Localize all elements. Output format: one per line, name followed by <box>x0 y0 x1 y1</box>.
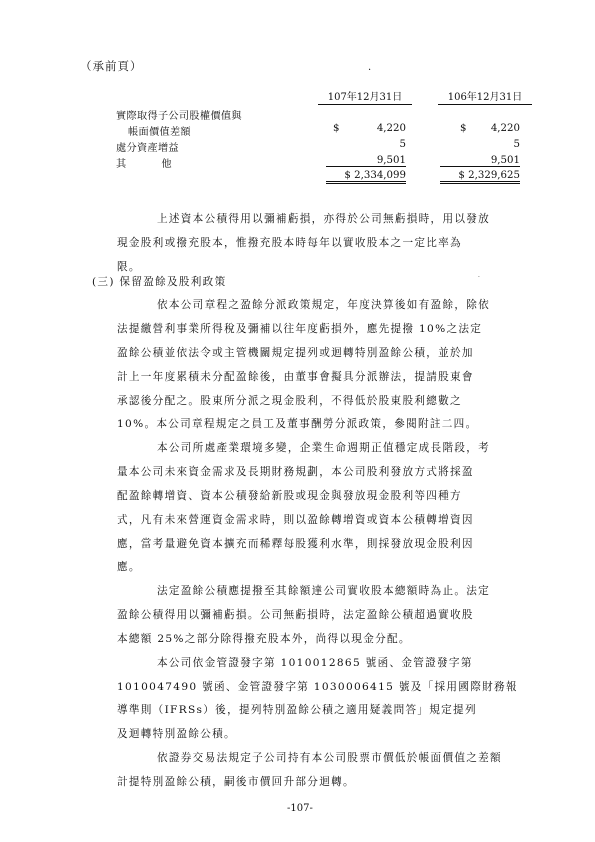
column-header-2017: 106年12月31日 <box>438 88 532 105</box>
p3-line2: 量本公司未來資金需求及長期財務規劃，本公司股利發放方式將採盈 <box>117 466 474 478</box>
currency-col1: $ <box>333 123 340 134</box>
p2-line1: 依本公司章程之盈餘分派政策規定，年度決算後如有盈餘，除依 <box>157 299 491 311</box>
value-other-2017: 9,501 <box>440 155 520 167</box>
p2-line4: 計上一年度累積未分配盈餘後，由董事會擬具分派辦法，提請股東會 <box>117 371 474 383</box>
value-disposal-gain-2018: 5 <box>399 139 406 150</box>
p4-line2: 盈餘公積得用以彌補虧損。公司無虧損時，法定盈餘公積超過實收股 <box>117 609 474 621</box>
p5-line3: 導準則（IFRSs）後，提列特別盈餘公積之適用疑義問答」規定提列 <box>117 704 477 716</box>
p2-line5: 承認後分配之。股東所分派之現金股利，不得低於股東股利總數之 <box>117 395 462 407</box>
stray-mark: - <box>478 274 480 280</box>
p4-line3: 本總額 25%之部分除得撥充股本外，尚得以現金分配。 <box>117 633 411 645</box>
p1-line1: 上述資本公積得用以彌補虧損，亦得於公司無虧損時，用以發放 <box>157 213 491 225</box>
row-label-other: 其 他 <box>116 159 188 170</box>
section-heading: (三) 保留盈餘及股利政策 <box>92 276 227 288</box>
p5-line1: 本公司依金管證發字第 1010012865 號函、金管證發字第 <box>157 657 473 669</box>
stray-dot: . <box>368 62 372 73</box>
currency-col2: $ <box>460 123 467 134</box>
row-label-acquisition: 實際取得子公司股權價值與 <box>116 111 242 122</box>
page-number: -107- <box>287 803 313 814</box>
p4-line1: 法定盈餘公積應提撥至其餘額達公司實收股本總額時為止。法定 <box>157 585 491 597</box>
p3-line1: 本公司所處產業環境多變，企業生命週期正值穩定成長階段，考 <box>157 442 491 454</box>
total-2017: $ 2,329,625 <box>440 170 520 184</box>
continued-label: （承前頁） <box>80 59 143 73</box>
p1-line3: 限。 <box>117 261 141 273</box>
p5-line2: 1010047490 號函、金管證發字第 1030006415 號及「採用國際財務報 <box>117 681 518 693</box>
p2-line6: 10%。本公司章程規定之員工及董事酬勞分派政策，參閱附註二四。 <box>117 418 478 430</box>
p2-line3: 盈餘公積並依法令或主管機關規定提列或迴轉特別盈餘公積，並於加 <box>117 347 474 359</box>
p6-line1: 依證券交易法規定子公司持有本公司股票市價低於帳面價值之差額 <box>157 752 502 764</box>
row-label-carrying-diff: 帳面價值差額 <box>128 127 191 138</box>
total-2018: $ 2,334,099 <box>326 170 406 184</box>
p3-line3: 配盈餘轉增資、資本公積發給新股或現金與發放現金股利等四種方 <box>117 490 462 502</box>
row-label-disposal-gain: 處分資產增益 <box>116 143 179 154</box>
p5-line4: 及迴轉特別盈餘公積。 <box>117 728 236 740</box>
value-other-2018: 9,501 <box>326 155 406 167</box>
p2-line2: 法提繳營利事業所得稅及彌補以往年度虧損外，應先提撥 10%之法定 <box>117 323 483 335</box>
p3-line6: 應。 <box>117 561 141 573</box>
p3-line4: 式，凡有未來營運資金需求時，則以盈餘轉增資或資本公積轉增資因 <box>117 514 474 526</box>
value-carrying-diff-2017: 4,220 <box>490 123 520 134</box>
value-carrying-diff-2018: 4,220 <box>376 123 406 134</box>
column-header-2018: 107年12月31日 <box>318 88 412 105</box>
p3-line5: 應，當考量避免資本擴充而稀釋每股獲利水準，則採發放現金股利因 <box>117 538 474 550</box>
p1-line2: 現金股利或撥充股本，惟撥充股本時每年以實收股本之一定比率為 <box>117 237 462 249</box>
p6-line2: 計提特別盈餘公積，嗣後市價回升部分迴轉。 <box>117 776 355 788</box>
value-disposal-gain-2017: 5 <box>513 139 520 150</box>
